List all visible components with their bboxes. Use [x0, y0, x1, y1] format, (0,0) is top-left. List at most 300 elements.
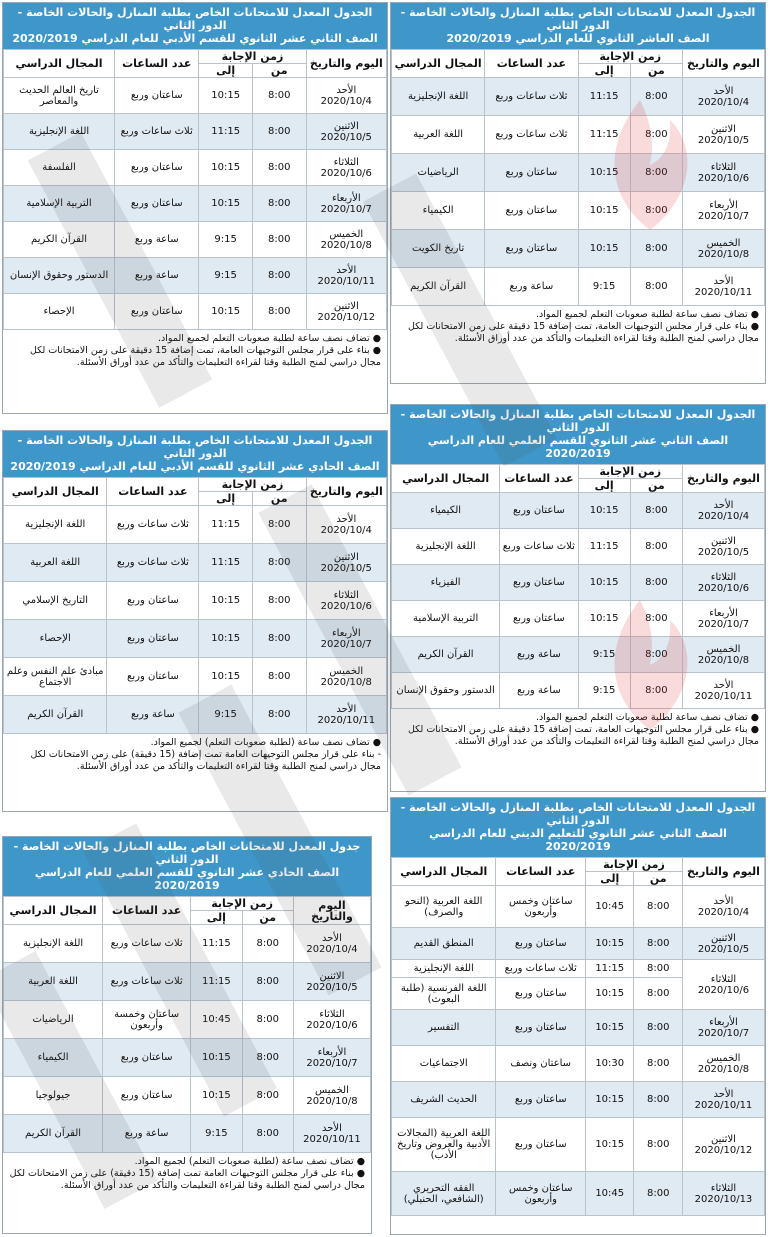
schedule-panel-grade12-religious	[390, 797, 766, 1235]
subject-cell: اللغة العربية (النحو والصرف)	[392, 886, 496, 928]
hours-cell: ساعة وربع	[115, 222, 199, 258]
exam-table	[3, 477, 387, 734]
table-row	[4, 258, 387, 294]
header-subject: المجال الدراسي	[392, 50, 485, 78]
to-cell: 10:15	[585, 1118, 633, 1172]
subject-cell: الاجتماعيات	[392, 1046, 496, 1082]
note-learning-difficulties: ● تضاف نصف ساعة (لطلبة صعوبات التعلم) لجميع المواد.	[134, 1156, 365, 1167]
header-from: من	[634, 872, 682, 886]
subject-cell: مبادئ علم النفس وعلم الاجتماع	[4, 658, 107, 696]
header-hours: عدد الساعات	[115, 50, 199, 78]
hours-cell: ساعتان وربع	[496, 978, 586, 1010]
subject-cell: الكيمياء	[392, 192, 485, 230]
from-cell: 8:00	[630, 529, 682, 565]
hours-cell: ساعة وربع	[485, 268, 578, 306]
to-cell: 11:15	[191, 963, 242, 1001]
exam-table	[3, 49, 387, 330]
table-row	[392, 673, 765, 709]
day-cell: الثلاثاء 2020/10/6	[293, 1001, 370, 1039]
day-cell: الأحد 2020/10/4	[682, 493, 764, 529]
hours-cell: ساعة وربع	[103, 1115, 191, 1153]
hours-cell: ساعة وربع	[500, 637, 578, 673]
table-row	[392, 493, 765, 529]
day-cell: الاثنين 2020/10/12	[306, 294, 386, 330]
from-cell: 8:00	[252, 696, 306, 734]
notes	[3, 330, 387, 372]
table-row	[4, 114, 387, 150]
subject-cell: جيولوجيا	[4, 1077, 103, 1115]
header-time: زمن الإجابة	[578, 50, 682, 64]
exam-table	[391, 49, 765, 306]
from-cell: 8:00	[252, 544, 306, 582]
day-cell: الأحد 2020/10/4	[293, 925, 370, 963]
table-row	[4, 544, 387, 582]
subject-cell: تاريخ الكويت	[392, 230, 485, 268]
from-cell: 8:00	[634, 1172, 682, 1216]
table-row	[4, 620, 387, 658]
header-time: زمن الإجابة	[199, 50, 306, 64]
from-cell: 8:00	[252, 78, 306, 114]
from-cell: 8:00	[252, 114, 306, 150]
to-cell: 10:15	[578, 493, 630, 529]
title-line1: الجدول المعدل للامتحانات الخاص بطلبة المنازل والحالات الخاصة - الدور الثاني	[17, 6, 373, 32]
note-learning-difficulties: ● تضاف نصف ساعة لطلبة صعوبات التعلم لجميع المواد.	[158, 333, 381, 344]
table-row	[4, 582, 387, 620]
from-cell: 8:00	[242, 963, 293, 1001]
subject-cell: اللغة الإنجليزية	[4, 925, 103, 963]
day-cell: الخميس 2020/10/8	[306, 658, 386, 696]
hours-cell: ساعة وربع	[107, 696, 199, 734]
header-from: من	[252, 492, 306, 506]
subject-cell: اللغة العربية	[4, 544, 107, 582]
to-cell: 9:15	[199, 222, 253, 258]
note-extra-time: ● بناء على قرار مجلس التوجيهات العامة تمت إضافة (15 دقيقة) على زمن الامتحانات لكل مجال دراسي لمنح الطلبة وقتا لقراءة التعليمات والتأكد من عدد أوراق الأسئلة.	[9, 1168, 365, 1191]
subject-cell: الكيمياء	[4, 1039, 103, 1077]
header-subject: المجال الدراسي	[4, 897, 103, 925]
to-cell: 11:15	[191, 925, 242, 963]
hours-cell: ساعتان وخمسة وأربعون	[103, 1001, 191, 1039]
day-cell: الثلاثاء 2020/10/6	[306, 582, 386, 620]
table-row	[4, 222, 387, 258]
to-cell: 9:15	[578, 637, 630, 673]
header-to: إلى	[578, 479, 630, 493]
table-row	[392, 230, 765, 268]
day-cell: الأحد 2020/10/11	[682, 1082, 764, 1118]
table-row	[4, 963, 371, 1001]
note-extra-time: ● بناء على قرار مجلس التوجيهات العامة، تمت إضافة 15 دقيقة على زمن الامتحانات لكل مجال دراسي لمنح الطلبة وقتا لقراءة التعليمات والتأكد من عدد أوراق الأسئلة.	[407, 321, 759, 344]
to-cell: 10:15	[585, 978, 633, 1010]
subject-cell: اللغة الإنجليزية	[4, 114, 115, 150]
header-to: إلى	[191, 911, 242, 925]
hours-cell: ساعتان وربع	[103, 1077, 191, 1115]
from-cell: 8:00	[242, 925, 293, 963]
header-day: اليوم والتاريخ	[682, 858, 764, 886]
hours-cell: ساعتان وربع	[115, 78, 199, 114]
note-extra-time: ● بناء على قرار مجلس التوجيهات العامة، تمت إضافة 15 دقيقة على زمن الامتحانات لكل مجال دراسي لمنح الطلبة وقتا لقراءة التعليمات والتأكد من عدد أوراق الأسئلة.	[29, 345, 381, 368]
panel-title	[3, 837, 371, 896]
header-day: اليوم والتاريخ	[293, 897, 370, 925]
day-cell: الأحد 2020/10/11	[682, 268, 764, 306]
hours-cell: ساعتان وربع	[103, 1039, 191, 1077]
table-row	[4, 658, 387, 696]
day-cell: الأحد 2020/10/4	[682, 78, 764, 116]
hours-cell: ثلاث ساعات وربع	[107, 506, 199, 544]
table-row	[4, 925, 371, 963]
day-cell: الثلاثاء 2020/10/6	[306, 150, 386, 186]
to-cell: 11:15	[585, 960, 633, 978]
hours-cell: ثلاث ساعات وربع	[496, 960, 586, 978]
day-cell: الأحد 2020/10/11	[293, 1115, 370, 1153]
title-line1: الجدول المعدل للامتحانات الخاص بطلبة المنازل والحالات الخاصة - الدور الثاني	[400, 408, 756, 434]
day-cell: الاثنين 2020/10/5	[293, 963, 370, 1001]
subject-cell: الرياضيات	[4, 1001, 103, 1039]
to-cell: 10:15	[578, 230, 630, 268]
subject-cell: الكيمياء	[392, 493, 500, 529]
subject-cell: القرآن الكريم	[4, 1115, 103, 1153]
hours-cell: ثلاث ساعات وربع	[485, 78, 578, 116]
table-row	[392, 886, 765, 928]
to-cell: 10:15	[191, 1039, 242, 1077]
header-day: اليوم والتاريخ	[682, 50, 764, 78]
note-learning-difficulties: ● تضاف نصف ساعة لطلبة صعوبات التعلم لجميع المواد.	[536, 712, 759, 723]
day-cell: الثلاثاء 2020/10/6	[682, 154, 764, 192]
subject-cell: التفسير	[392, 1010, 496, 1046]
subject-cell: اللغة الإنجليزية	[392, 78, 485, 116]
from-cell: 8:00	[630, 268, 682, 306]
subject-cell: الدستور وحقوق الإنسان	[392, 673, 500, 709]
to-cell: 10:15	[578, 154, 630, 192]
subject-cell: الدستور وحقوق الإنسان	[4, 258, 115, 294]
table-row	[392, 116, 765, 154]
to-cell: 11:15	[578, 116, 630, 154]
hours-cell: ساعتان وربع	[496, 1010, 586, 1046]
subject-cell: الفيزياء	[392, 565, 500, 601]
from-cell: 8:00	[252, 258, 306, 294]
from-cell: 8:00	[630, 230, 682, 268]
to-cell: 10:45	[585, 886, 633, 928]
day-cell: الثلاثاء 2020/10/6	[682, 565, 764, 601]
hours-cell: ساعتان وربع	[496, 928, 586, 960]
subject-cell: اللغة العربية	[392, 116, 485, 154]
panel-title	[3, 3, 387, 49]
notes	[391, 306, 765, 348]
hours-cell: ثلاث ساعات وربع	[107, 544, 199, 582]
subject-cell: اللغة الإنجليزية	[392, 529, 500, 565]
hours-cell: ساعتان ونصف	[496, 1046, 586, 1082]
to-cell: 9:15	[199, 258, 253, 294]
day-cell: الخميس 2020/10/8	[682, 1046, 764, 1082]
table-row	[392, 565, 765, 601]
hours-cell: ساعتان وربع	[107, 620, 199, 658]
table-row	[4, 150, 387, 186]
from-cell: 8:00	[242, 1039, 293, 1077]
to-cell: 10:45	[191, 1001, 242, 1039]
from-cell: 8:00	[634, 960, 682, 978]
to-cell: 10:15	[199, 186, 253, 222]
day-cell: الخميس 2020/10/8	[306, 222, 386, 258]
title-line2: الصف الحادي عشر الثانوي للقسم العلمي للعام الدراسي 2020/2019	[34, 866, 340, 892]
day-cell: الاثنين 2020/10/5	[306, 544, 386, 582]
header-subject: المجال الدراسي	[392, 858, 496, 886]
from-cell: 8:00	[242, 1115, 293, 1153]
hours-cell: ساعتان وربع	[500, 565, 578, 601]
table-row	[4, 1115, 371, 1153]
subject-cell: اللغة العربية	[4, 963, 103, 1001]
header-day: اليوم والتاريخ	[682, 465, 764, 493]
from-cell: 8:00	[242, 1077, 293, 1115]
from-cell: 8:00	[630, 116, 682, 154]
from-cell: 8:00	[252, 186, 306, 222]
from-cell: 8:00	[630, 673, 682, 709]
table-row	[392, 154, 765, 192]
header-hours: عدد الساعات	[485, 50, 578, 78]
day-cell: الأحد 2020/10/11	[682, 673, 764, 709]
hours-cell: ساعتان وربع	[115, 186, 199, 222]
header-to: إلى	[585, 872, 633, 886]
day-cell: الثلاثاء 2020/10/6	[682, 960, 764, 1010]
from-cell: 8:00	[630, 565, 682, 601]
hours-cell: ثلاث ساعات وربع	[485, 116, 578, 154]
from-cell: 8:00	[630, 78, 682, 116]
table-row	[392, 1010, 765, 1046]
day-cell: الأحد 2020/10/11	[306, 696, 386, 734]
table-row	[4, 506, 387, 544]
hours-cell: ساعتان وخمس وأربعون	[496, 1172, 586, 1216]
table-row	[392, 637, 765, 673]
header-hours: عدد الساعات	[103, 897, 191, 925]
table-row	[4, 294, 387, 330]
table-row	[392, 78, 765, 116]
panel-title	[391, 798, 765, 857]
title-line2: الصف الحادي عشر الثانوي للقسم الأدبي للعام الدراسي 2020/2019	[10, 460, 380, 473]
exam-table	[3, 896, 371, 1153]
hours-cell: ساعتان وربع	[485, 192, 578, 230]
title-line1: الجدول المعدل للامتحانات الخاص بطلبة المنازل والحالات الخاصة - الدور الثاني	[400, 801, 756, 827]
title-line2: الصف الثاني عشر الثانوي للقسم العلمي للعام الدراسي 2020/2019	[427, 434, 729, 460]
note-extra-time: ● بناء على قرار مجلس التوجيهات العامة، تمت إضافة 15 دقيقة على زمن الامتحانات لكل مجال دراسي لمنح الطلبة وقتا لقراءة التعليمات والتأكد من عدد أوراق الأسئلة.	[407, 724, 759, 747]
from-cell: 8:00	[242, 1001, 293, 1039]
header-hours: عدد الساعات	[500, 465, 578, 493]
notes	[3, 1153, 371, 1195]
subject-cell: القرآن الكريم	[4, 696, 107, 734]
day-cell: الأحد 2020/10/11	[306, 258, 386, 294]
table-row	[392, 928, 765, 960]
to-cell: 11:15	[199, 544, 253, 582]
to-cell: 11:15	[199, 506, 253, 544]
subject-cell: الإحصاء	[4, 294, 115, 330]
table-row	[392, 268, 765, 306]
day-cell: الاثنين 2020/10/5	[682, 529, 764, 565]
schedule-panel-grade12-scientific	[390, 404, 766, 792]
to-cell: 10:30	[585, 1046, 633, 1082]
day-cell: الخميس 2020/10/8	[682, 230, 764, 268]
header-subject: المجال الدراسي	[392, 465, 500, 493]
subject-cell: التاريخ الإسلامي	[4, 582, 107, 620]
day-cell: الأربعاء 2020/10/7	[306, 186, 386, 222]
from-cell: 8:00	[252, 582, 306, 620]
day-cell: الأربعاء 2020/10/7	[682, 192, 764, 230]
table-row	[392, 1046, 765, 1082]
from-cell: 8:00	[630, 493, 682, 529]
to-cell: 10:15	[578, 192, 630, 230]
table-row	[4, 1077, 371, 1115]
day-cell: الخميس 2020/10/8	[682, 637, 764, 673]
title-line2: الصف العاشر الثانوي للعام الدراسي 2020/2019	[446, 32, 710, 45]
day-cell: الاثنين 2020/10/12	[682, 1118, 764, 1172]
title-line1: الجدول المعدل للامتحانات الخاص بطلبة المنازل والحالات الخاصة - الدور الثاني	[400, 6, 756, 32]
title-line2: الصف الثاني عشر الثانوي للقسم الأدبي للعام الدراسي 2020/2019	[12, 32, 378, 45]
notes	[3, 734, 387, 776]
subject-cell: تاريخ العالم الحديث والمعاصر	[4, 78, 115, 114]
hours-cell: ساعتان وربع	[500, 601, 578, 637]
hours-cell: ساعتان وربع	[107, 582, 199, 620]
hours-cell: ساعتان وربع	[485, 230, 578, 268]
hours-cell: ساعتان وربع	[500, 493, 578, 529]
to-cell: 9:15	[191, 1115, 242, 1153]
to-cell: 10:15	[578, 601, 630, 637]
subject-cell: المنطق القديم	[392, 928, 496, 960]
hours-cell: ثلاث ساعات وربع	[103, 963, 191, 1001]
table-row	[4, 186, 387, 222]
schedule-panel-grade12-literary	[2, 2, 388, 414]
from-cell: 8:00	[252, 294, 306, 330]
subject-cell: الفلسفة	[4, 150, 115, 186]
from-cell: 8:00	[634, 1118, 682, 1172]
to-cell: 10:15	[199, 658, 253, 696]
note-extra-time: - بناء على قرار مجلس التوجيهات العامة تمت إضافة (15 دقيقة) على زمن الامتحانات لكل مجال دراسي لمنح الطلبة وقتا لقراءة التعليمات والتأكد من عدد أوراق الأسئلة.	[30, 749, 381, 772]
hours-cell: ساعتان وربع	[115, 294, 199, 330]
hours-cell: ساعتان وربع	[496, 1118, 586, 1172]
from-cell: 8:00	[634, 1082, 682, 1118]
table-row	[4, 1039, 371, 1077]
day-cell: الأحد 2020/10/4	[306, 506, 386, 544]
hours-cell: ساعتان وخمس وأربعون	[496, 886, 586, 928]
note-learning-difficulties: ● تضاف نصف ساعة (لطلبة صعوبات التعلم) لجميع المواد.	[150, 737, 381, 748]
header-day: اليوم والتاريخ	[306, 478, 386, 506]
from-cell: 8:00	[630, 154, 682, 192]
to-cell: 11:15	[199, 114, 253, 150]
panel-title	[3, 431, 387, 477]
from-cell: 8:00	[634, 1010, 682, 1046]
subject-cell: الإحصاء	[4, 620, 107, 658]
exam-table	[391, 464, 765, 709]
header-from: من	[252, 64, 306, 78]
to-cell: 10:15	[199, 620, 253, 658]
day-cell: الخميس 2020/10/8	[293, 1077, 370, 1115]
from-cell: 8:00	[252, 150, 306, 186]
to-cell: 10:15	[578, 565, 630, 601]
hours-cell: ساعة وربع	[115, 258, 199, 294]
from-cell: 8:00	[252, 620, 306, 658]
table-row	[392, 960, 765, 978]
from-cell: 8:00	[252, 658, 306, 696]
header-from: من	[242, 911, 293, 925]
table-row	[392, 1172, 765, 1216]
hours-cell: ساعتان وربع	[107, 658, 199, 696]
hours-cell: ساعتان وربع	[115, 150, 199, 186]
header-time: زمن الإجابة	[199, 478, 306, 492]
subject-cell: اللغة الإنجليزية	[4, 506, 107, 544]
header-time: زمن الإجابة	[585, 858, 682, 872]
hours-cell: ثلاث ساعات وربع	[103, 925, 191, 963]
to-cell: 10:15	[199, 150, 253, 186]
to-cell: 10:15	[199, 78, 253, 114]
schedule-panel-grade11-literary	[2, 430, 388, 812]
table-row	[392, 192, 765, 230]
from-cell: 8:00	[634, 1046, 682, 1082]
to-cell: 10:15	[199, 294, 253, 330]
subject-cell: اللغة العربية (المجالات الأدبية والعروض وتاريخ الأدب)	[392, 1118, 496, 1172]
hours-cell: ثلاث ساعات وربع	[500, 529, 578, 565]
from-cell: 8:00	[634, 978, 682, 1010]
subject-cell: اللغة الفرنسية (طلبة البعوث)	[392, 978, 496, 1010]
hours-cell: ساعتان وربع	[485, 154, 578, 192]
day-cell: الأربعاء 2020/10/7	[293, 1039, 370, 1077]
subject-cell: اللغة الإنجليزية	[392, 960, 496, 978]
table-row	[392, 1082, 765, 1118]
day-cell: الأربعاء 2020/10/7	[306, 620, 386, 658]
header-hours: عدد الساعات	[107, 478, 199, 506]
header-time: زمن الإجابة	[191, 897, 294, 911]
to-cell: 10:15	[585, 1082, 633, 1118]
to-cell: 10:15	[199, 582, 253, 620]
to-cell: 9:15	[578, 673, 630, 709]
header-subject: المجال الدراسي	[4, 50, 115, 78]
day-cell: الاثنين 2020/10/5	[306, 114, 386, 150]
day-cell: الاثنين 2020/10/5	[682, 116, 764, 154]
header-day: اليوم والتاريخ	[306, 50, 386, 78]
hours-cell: ساعتان وربع	[496, 1082, 586, 1118]
to-cell: 10:45	[585, 1172, 633, 1216]
day-cell: الثلاثاء 2020/10/13	[682, 1172, 764, 1216]
from-cell: 8:00	[634, 886, 682, 928]
from-cell: 8:00	[252, 506, 306, 544]
to-cell: 10:15	[585, 928, 633, 960]
to-cell: 9:15	[578, 268, 630, 306]
to-cell: 10:15	[585, 1010, 633, 1046]
subject-cell: القرآن الكريم	[392, 637, 500, 673]
subject-cell: القرآن الكريم	[4, 222, 115, 258]
day-cell: الاثنين 2020/10/5	[682, 928, 764, 960]
header-from: من	[630, 64, 682, 78]
subject-cell: القرآن الكريم	[392, 268, 485, 306]
header-subject: المجال الدراسي	[4, 478, 107, 506]
title-line2: الصف الثاني عشر الثانوي للتعليم الديني للعام الدراسي 2020/2019	[429, 827, 727, 853]
from-cell: 8:00	[630, 192, 682, 230]
from-cell: 8:00	[630, 601, 682, 637]
panel-title	[391, 3, 765, 49]
hours-cell: ثلاث ساعات وربع	[115, 114, 199, 150]
table-row	[4, 696, 387, 734]
table-row	[4, 78, 387, 114]
subject-cell: الحديث الشريف	[392, 1082, 496, 1118]
schedule-panel-grade10	[390, 2, 766, 384]
subject-cell: التربية الإسلامية	[392, 601, 500, 637]
to-cell: 10:15	[191, 1077, 242, 1115]
header-to: إلى	[578, 64, 630, 78]
header-to: إلى	[199, 64, 253, 78]
table-row	[392, 529, 765, 565]
to-cell: 11:15	[578, 529, 630, 565]
header-to: إلى	[199, 492, 253, 506]
to-cell: 11:15	[578, 78, 630, 116]
day-cell: الأربعاء 2020/10/7	[682, 601, 764, 637]
from-cell: 8:00	[634, 928, 682, 960]
subject-cell: الرياضيات	[392, 154, 485, 192]
header-time: زمن الإجابة	[578, 465, 682, 479]
subject-cell: الفقه التحريري (الشافعي، الحنبلي)	[392, 1172, 496, 1216]
note-learning-difficulties: ● تضاف نصف ساعة لطلبة صعوبات التعلم لجميع المواد.	[536, 309, 759, 320]
